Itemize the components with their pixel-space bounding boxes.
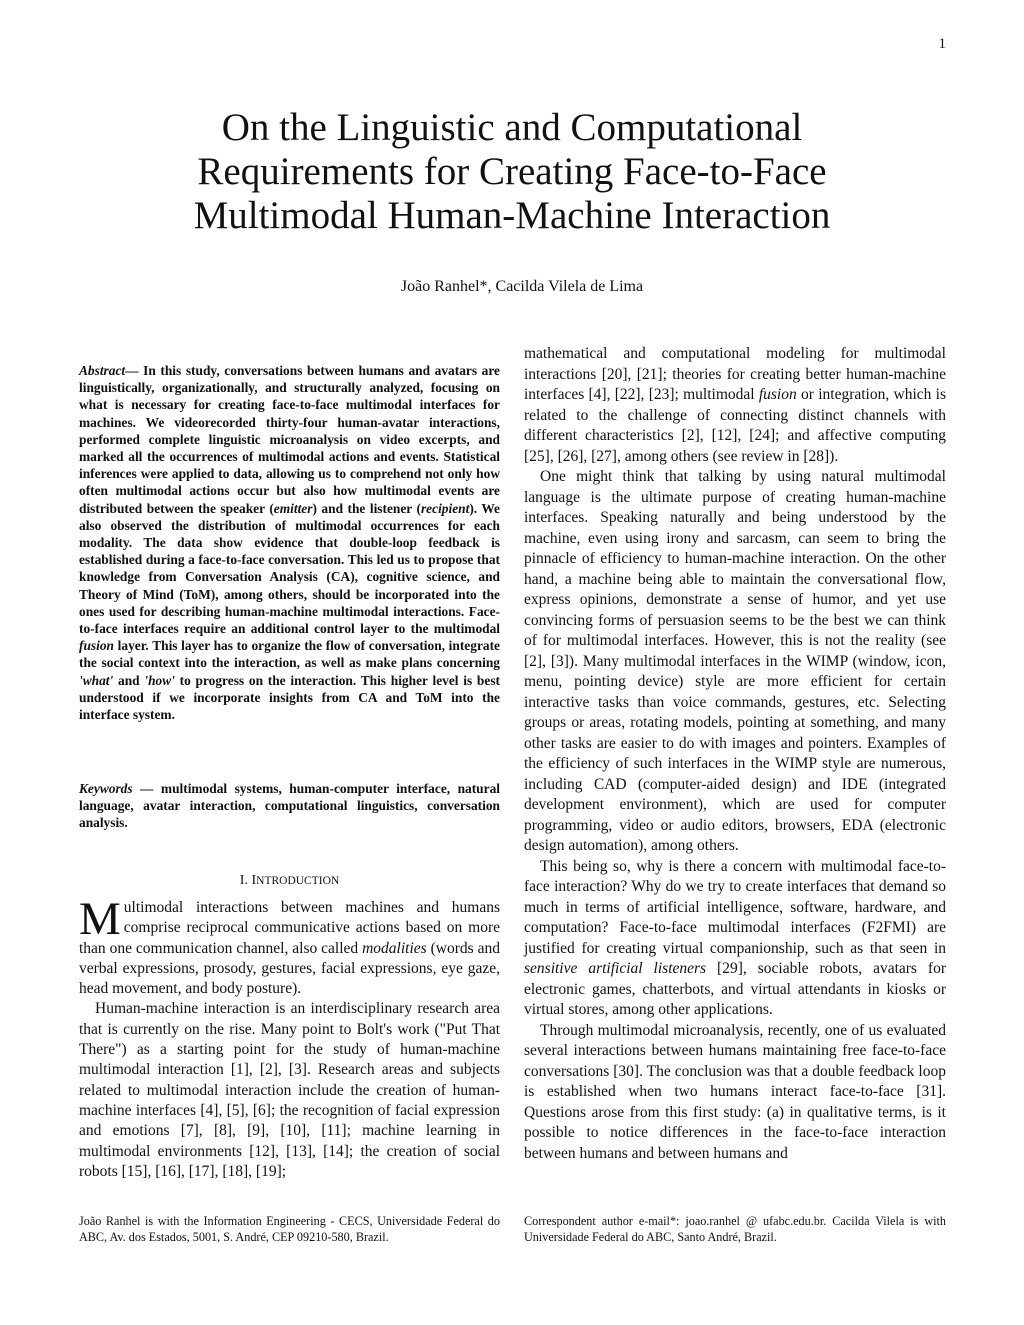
body-paragraph: mathematical and computational modeling for multimodal interactions [20], [21]; theories for creating better human-machine interfaces [4], [22], [23]; multimodal fusion or integration, which is related to the challenge of connecting distinct channels with different characteristics [2], [12], [24]; and affective computing [25], [26], [27], among others (see review in [28]). [524,345,946,465]
body-paragraph: One might think that talking by using natural multimodal language is the ultimate purpose of creating human-machine interfaces. Speaking naturally and being understood by the machine, even using irony and sarcasm, can seem to bring the pinnacle of efficiency to human-machine interaction. On the other hand, a machine being able to maintain the conversational flow, express opinions, demonstrate a sense of humor, and yet use convincing forms of persuasion seems to be the best we can think of for multimodal interfaces. However, this is not the reality (see [2], [3]). Many multimodal interfaces in the WIMP (window, icon, menu, pointing device) style are more efficient for certain interactive tasks than voice commands, gestures, etc. Selecting groups or areas, rotating models, pointing at something, and many other tasks are easier to do with images and pointers. Examples of the efficiency of such interfaces in the WIMP style are numerous, including CAD (computer-aided design) and IDE (integrated development environment), which are used for computer programming, video or audio editors, browsers, EDA (electronic design automation), among others. [524,468,946,854]
keywords-label: Keywords [79,781,133,796]
authors: João Ranhel*, Cacilda Vilela de Lima [400,278,644,295]
footnote-right: Correspondent author e-mail*: joao.ranhel @ ufabc.edu.br. Cacilda Vilela is with Universidade Federal do ABC, Santo André, Brazil. [524,1214,946,1244]
intro-paragraph: Multimodal interactions between machines and humans comprise reciprocal communicative actions based on more than one communication channel, also called modalities (words and verbal expressions, prosody, gestures, facial expressions, eye gaze, head movement, and body posture). [79,893,500,998]
body-paragraph: Through multimodal microanalysis, recently, one of us evaluated several interactions between humans maintaining free face-to-face conversations [30]. The conclusion was that a double feedback loop is established when two humans interact face-to-face [31]. Questions arose from this first study: (a) in qualitative terms, is it possible to notice differences in the face-to-face interaction between humans and between humans and [524,1021,946,1162]
abstract-label: Abstract [79,363,126,378]
keywords: Keywords — multimodal systems, human-computer interface, natural language, avatar interaction, computational linguistics, conversation analysis. [79,781,500,831]
right-column-text [524,344,946,1164]
footnote-left: João Ranhel is with the Information Engineering - CECS, Universidade Federal do ABC, Av. dos Estados, 5001, S. André, CEP 09210-580, Brazil. [79,1214,500,1244]
introduction-text [79,893,500,1182]
abstract: Abstract— In this study, conversations between humans and avatars are linguistically, organizationally, and structurally analyzed, focusing on what is necessary for creating face-to-face multimodal interfaces for machines. We videorecorded thirty-four human-avatar interactions, performed complete linguistic microanalysis on video excerpts, and marked all the occurrences of multimodal actions and events. Statistical inferences were applied to data, allowing us to comprehend not only how often multimodal actions occur but also how multimodal events are distributed between the speaker (emitter) and the listener (recipient). We also observed the distribution of multimodal occurrences for each modality. The data show evidence that double-loop feedback is established during a face-to-face conversation. This led us to propose that knowledge from Conversation Analysis (CA), cognitive science, and Theory of Mind (ToM), among others, should be incorporated into the ones used for describing human-machine multimodal interactions. Face-to-face interfaces require an additional control layer to the multimodal fusion layer. This layer has to organize the flow of conversation, integrate the social context into the interaction, as well as make plans concerning 'what' and 'how' to progress on the interaction. This higher level is best understood if we incorporate insights from CA and ToM into the interface system. [79,363,500,723]
title-line-3: Multimodal Human-Machine Interaction [193,194,831,237]
paper-title [60,106,964,238]
section-heading-introduction: I. INTRODUCTION [239,873,340,888]
title-line-1: On the Linguistic and Computational [221,106,803,149]
title-line-2: Requirements for Creating Face-to-Face [197,150,827,193]
drop-cap: M [79,893,121,945]
page-number: 1 [938,36,946,52]
body-paragraph: This being so, why is there a concern with multimodal face-to-face interaction? Why do we try to create interfaces that demand so much in terms of artificial intelligence, software, hardware, and computation? Face-to-face multimodal interfaces (F2FMI) are justified for creating virtual companionship, such as that seen in sensitive artificial listeners [29], sociable robots, avatars for electronic games, chatterbots, and virtual attendants in kiosks or virtual stores, among other applications. [524,857,946,1018]
intro-paragraph: Human-machine interaction is an interdisciplinary research area that is currently on the rise. Many point to Bolt's work ("Put That There") as a starting point for the study of human-machine multimodal interaction [1], [2], [3]. Research areas and subjects related to multimodal interaction include the creation of human-machine interfaces [4], [5], [6]; the recognition of facial expression and emotions [7], [8], [9], [10], [11]; machine learning in multimodal environments [12], [13], [14]; the creation of social robots [15], [16], [17], [18], [19]; [79,1000,500,1180]
